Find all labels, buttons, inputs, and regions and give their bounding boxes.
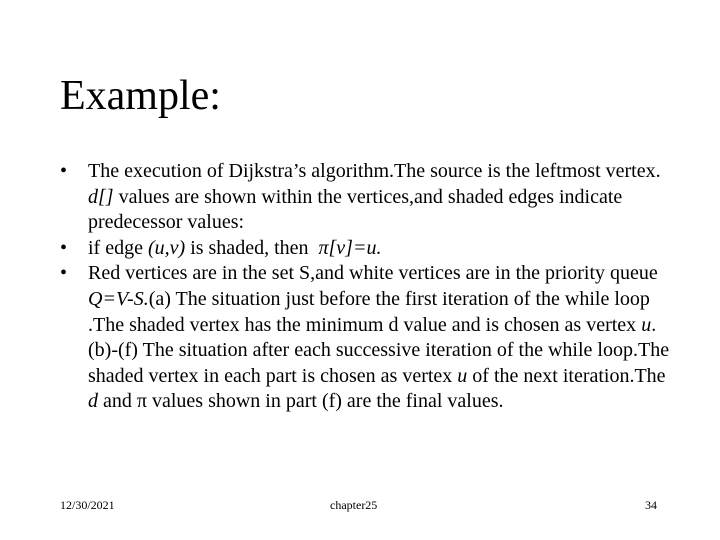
bullet-segment-italic: d[] xyxy=(88,185,114,208)
bullet-segment-italic: Q=V-S. xyxy=(88,287,149,310)
bullet-item-2 xyxy=(60,236,670,262)
bullet-segment: values are shown within the vertices,and shaded edges indicate predecessor values: xyxy=(88,185,623,234)
bullet-segment-italic: u xyxy=(641,313,652,336)
bullet-segment: is shaded, then xyxy=(185,236,319,259)
bullet-item-3 xyxy=(60,261,670,415)
bullet-segment: if edge xyxy=(88,236,148,259)
footer-page-number: 34 xyxy=(645,498,657,512)
bullet-segment-italic: u xyxy=(457,364,468,387)
bullet-segment: Red vertices are in the set S,and white vertices are in the priority queue xyxy=(88,262,658,285)
bullet-dot-icon: • xyxy=(60,236,68,259)
bullet-segment-italic: d xyxy=(88,390,98,413)
bullet-segment-italic: (u,v) xyxy=(147,236,186,259)
bullet-dot-icon: • xyxy=(60,262,68,285)
bullet-dot-icon: • xyxy=(60,160,68,182)
bullet-segment: and π values shown in part (f) are the final values. xyxy=(98,390,504,413)
footer-date: 12/30/2021 xyxy=(60,498,115,512)
bullet-segment: (a) The situation just before the first iteration of the while loop .The shaded vertex has the minimum d value and is chosen as vertex xyxy=(88,287,650,336)
bullet-segment-italic: π[v]=u. xyxy=(318,236,382,259)
bullet-segment: The execution of Dijkstra’s algorithm.The source is the leftmost vertex. xyxy=(88,160,661,182)
bullet-item-1 xyxy=(60,159,670,236)
bullet-segment: of the next iteration.The xyxy=(467,364,666,387)
bullet-segment: .(b)-(f) The situation after each successive iteration of the while loop.The shaded vertex in each part is chosen as vertex xyxy=(88,313,670,387)
footer-chapter: chapter25 xyxy=(330,498,378,512)
bullet-list xyxy=(60,159,670,415)
slide-title: Example: xyxy=(60,73,221,119)
